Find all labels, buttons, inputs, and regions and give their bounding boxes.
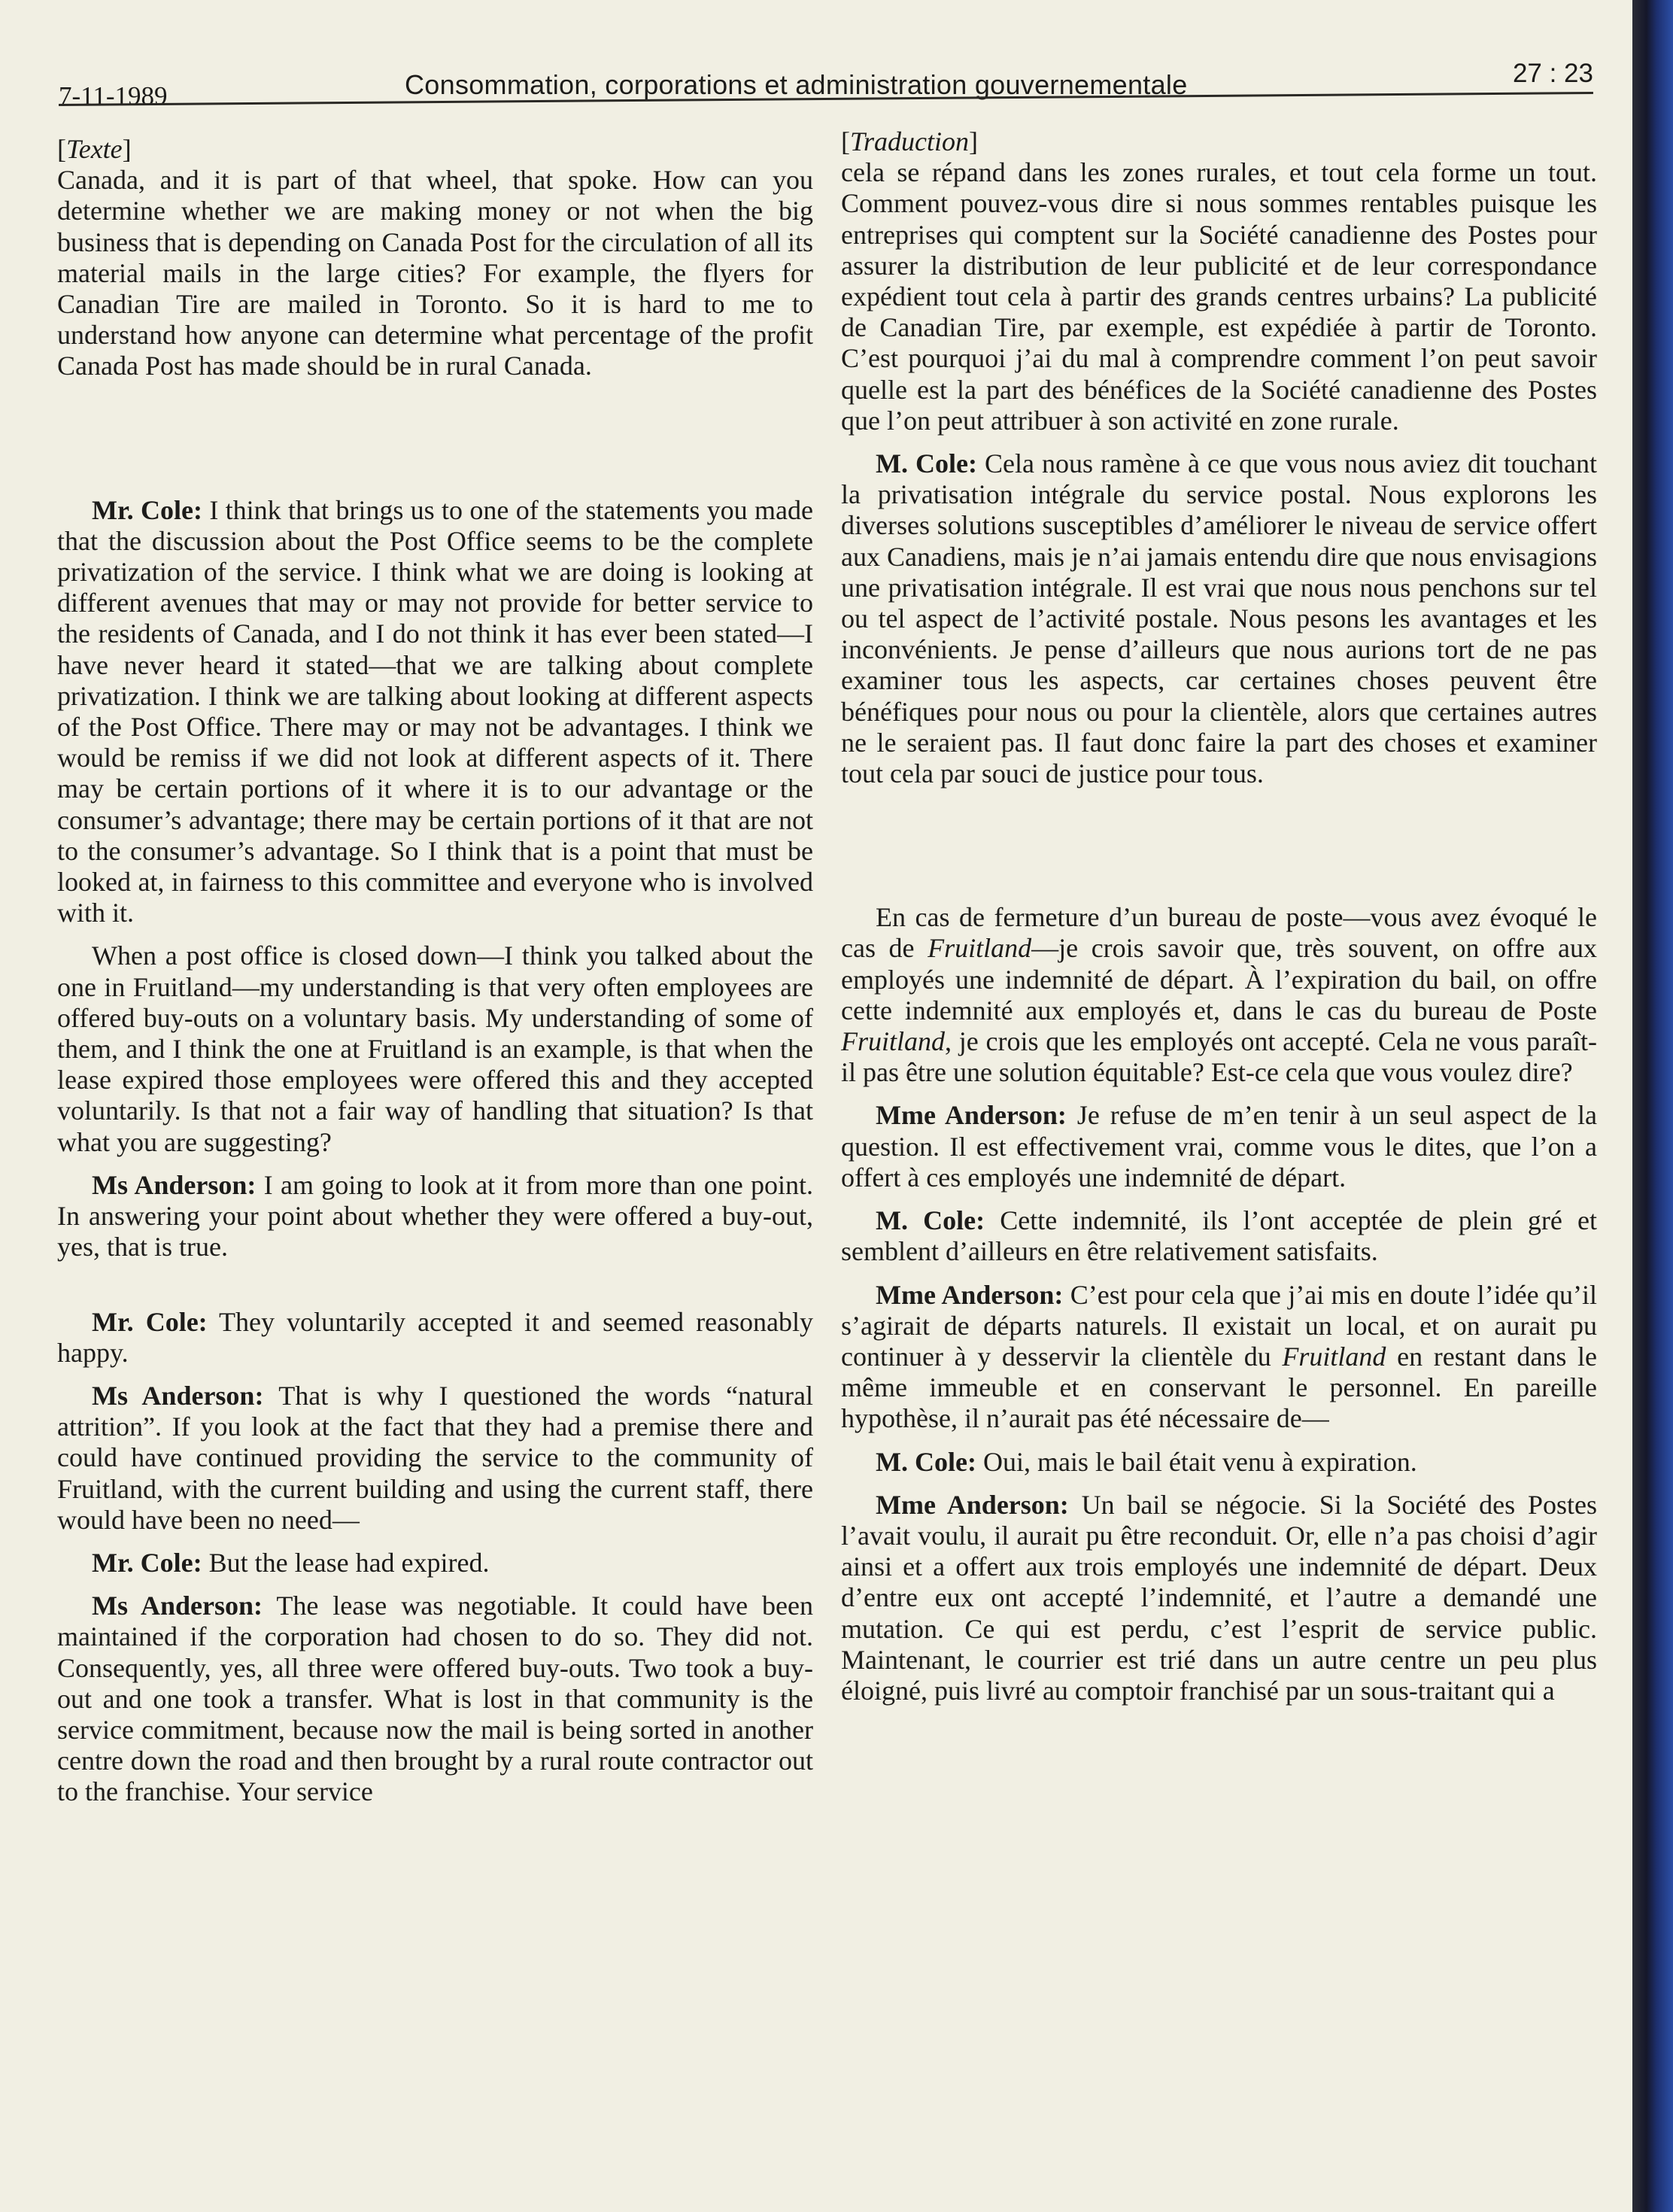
paragraph: Mr. Cole: But the lease had expired. [92,1547,490,1578]
speaker-name: Mme Anderson: [876,1100,1067,1131]
language-tag-texte: [Texte] [57,134,132,164]
speaker-name: Mr. Cole: [92,1547,202,1578]
speaker-name: Ms Anderson: [92,1591,263,1621]
paragraph: Mme Anderson: Je refuse de m’en tenir à un seul aspect de la question. Il est effectivement vrai, comme vous le dites, que l’on a offert à ces employés une indemnité de départ. [841,1100,1597,1193]
english-column [57,134,813,1820]
paragraph: M. Cole: Cela nous ramène à ce que vous nous aviez dit touchant la privatisation intégrale du service postal. Nous explorons les diverses solutions susceptibles d’améliorer le niveau de service offert aux Canadiens, mais je n’ai jamais entendu dire que nous envisagions une privatisation intégrale. Il est vrai que nous nous penchons sur tel ou tel aspect de l’activité postale. Nous pesons les avantages et les inconvénients. Je pense d’ailleurs que nous aurions tort de ne pas examiner tous les aspects, car certaines choses peuvent être bénéfiques pour nous ou pour la clientèle, alors que certaines autres ne le seraient pas. Il faut donc faire la part des choses et examiner tout cela par souci de justice pour tous. [841,448,1597,789]
paragraph: When a post office is closed down—I think you talked about the one in Fruitland—my understanding is that very often employees are offered buy-outs on a voluntary basis. My understanding of some of them, and I think the one at Fruitland is an example, is that when the lease expired those employees were offered this and they accepted voluntarily. Is that not a fair way of handling that situation? Is that what you are suggesting? [57,940,813,1157]
paragraph: Canada, and it is part of that wheel, that spoke. How can you determine whether we are making money or not when the big business that is depending on Canada Post for the circulation of all its material mails in the large cities? For example, the flyers for Canadian Tire are mailed in Toronto. So it is hard to me to understand how anyone can determine what percentage of the profit Canada Post has made should be in rural Canada. [57,165,813,381]
header-page-number: 27 : 23 [1512,59,1593,88]
paragraph: Ms Anderson: I am going to look at it from more than one point. In answering your point about whether they were offered a buy-out, yes, that is true. [57,1169,813,1262]
paragraph: Mr. Cole: They voluntarily accepted it and seemed reasonably happy. [57,1306,813,1368]
speaker-name: M. Cole: [876,1205,985,1236]
paragraph: M. Cole: Oui, mais le bail était venu à expiration. [876,1446,1417,1477]
french-column [841,126,1597,1718]
paragraph: M. Cole: Cette indemnité, ils l’ont acceptée de plein gré et semblent d’ailleurs en être relativement satisfaits. [841,1205,1597,1267]
paragraph: Mme Anderson: Un bail se négocie. Si la Société des Postes l’avait voulu, il aurait pu être reconduit. Or, elle n’a pas choisi d’agir ainsi et a offert aux trois employés une indemnité de départ. Deux d’entre eux ont accepté l’indemnité, et l’autre a demandé une mutation. Ce qui est perdu, c’est l’esprit de service public. Maintenant, le courrier est trié dans un autre centre un peu plus éloigné, puis livré au comptoir franchisé par un sous-traitant qui a [841,1489,1597,1706]
speaker-name: Ms Anderson: [92,1169,257,1200]
speaker-name: Mr. Cole: [92,494,202,525]
paragraph: En cas de fermeture d’un bureau de poste—vous avez évoqué le cas de Fruitland—je crois savoir que, très souvent, on offre aux employés une indemnité de départ. À l’expiration du bail, on offre cette indemnité aux employés et, dans le cas du bureau de Poste Fruitland, je crois que les employés ont accepté. Cela ne vous paraît-il pas être une solution équitable? Est-ce cela que vous voulez dire? [841,902,1597,1088]
header-title: Consommation, corporations et administration gouvernementale [405,69,1188,100]
paragraph: cela se répand dans les zones rurales, et tout cela forme un tout. Comment pouvez-vous dire si nous sommes rentables puisque les entreprises qui comptent sur la Société canadienne des Postes pour assurer la distribution de leur publicité et de leur correspondance expédient tout cela à partir des grands centres urbains? La publicité de Canadian Tire, par exemple, est expédiée à partir de Toronto. C’est pourquoi j’ai du mal à comprendre comment l’on peut savoir quelle est la part des bénéfices de la Société canadienne des Postes que l’on peut attribuer à son activité en zone rurale. [841,157,1597,436]
paragraph: Mr. Cole: I think that brings us to one of the statements you made that the discussion about the Post Office seems to be the complete privatization of the service. I think what we are doing is looking at different avenues that may or may not provide for better service to the residents of Canada, and I do not think it has ever been stated—I have never heard it stated—that we are talking about complete privatization. I think we are talking about looking at different aspects of the Post Office. There may or may not be advantages. I think we would be remiss if we did not look at different aspects of it. There may be certain portions of it where it is to our advantage or the consumer’s advantage; there may be certain portions of it that are not to the consumer’s advantage. So I think that is a point that must be looked at, in fairness to this committee and everyone who is involved with it. [57,494,813,928]
header-date: 7-11-1989 [59,81,168,111]
speaker-name: Ms Anderson: [92,1380,264,1411]
language-tag-traduction: [Traduction] [841,126,979,156]
speaker-name: Mme Anderson: [876,1279,1064,1310]
speaker-name: Mme Anderson: [876,1489,1069,1520]
binder-edge [1632,0,1673,2212]
speaker-name: M. Cole: [876,1446,976,1477]
paragraph: Ms Anderson: The lease was negotiable. It could have been maintained if the corporation had chosen to do so. They did not. Consequently, yes, all three were offered buy-outs. Two took a buy-out and one took a transfer. What is lost in that community is the service commitment, because now the mail is being sorted in another centre down the road and then brought by a rural route contractor out to the franchise. Your service [57,1591,813,1807]
paragraph: Ms Anderson: That is why I questioned the words “natural attrition”. If you look at the fact that they had a premise there and could have continued providing the service to the community of Fruitland, with the current building and using the current staff, there would have been no need— [57,1380,813,1535]
page-header [59,59,1593,111]
speaker-name: M. Cole: [876,448,977,479]
paragraph: Mme Anderson: C’est pour cela que j’ai mis en doute l’idée qu’il s’agirait de départs naturels. Il existait un local, et on aurait pu continuer à y desservir la clientèle du Fruitland en restant dans le même immeuble et en conservant le personnel. En pareille hypothèse, il n’aurait pas été nécessaire de— [841,1279,1598,1434]
speaker-name: Mr. Cole: [92,1306,208,1337]
